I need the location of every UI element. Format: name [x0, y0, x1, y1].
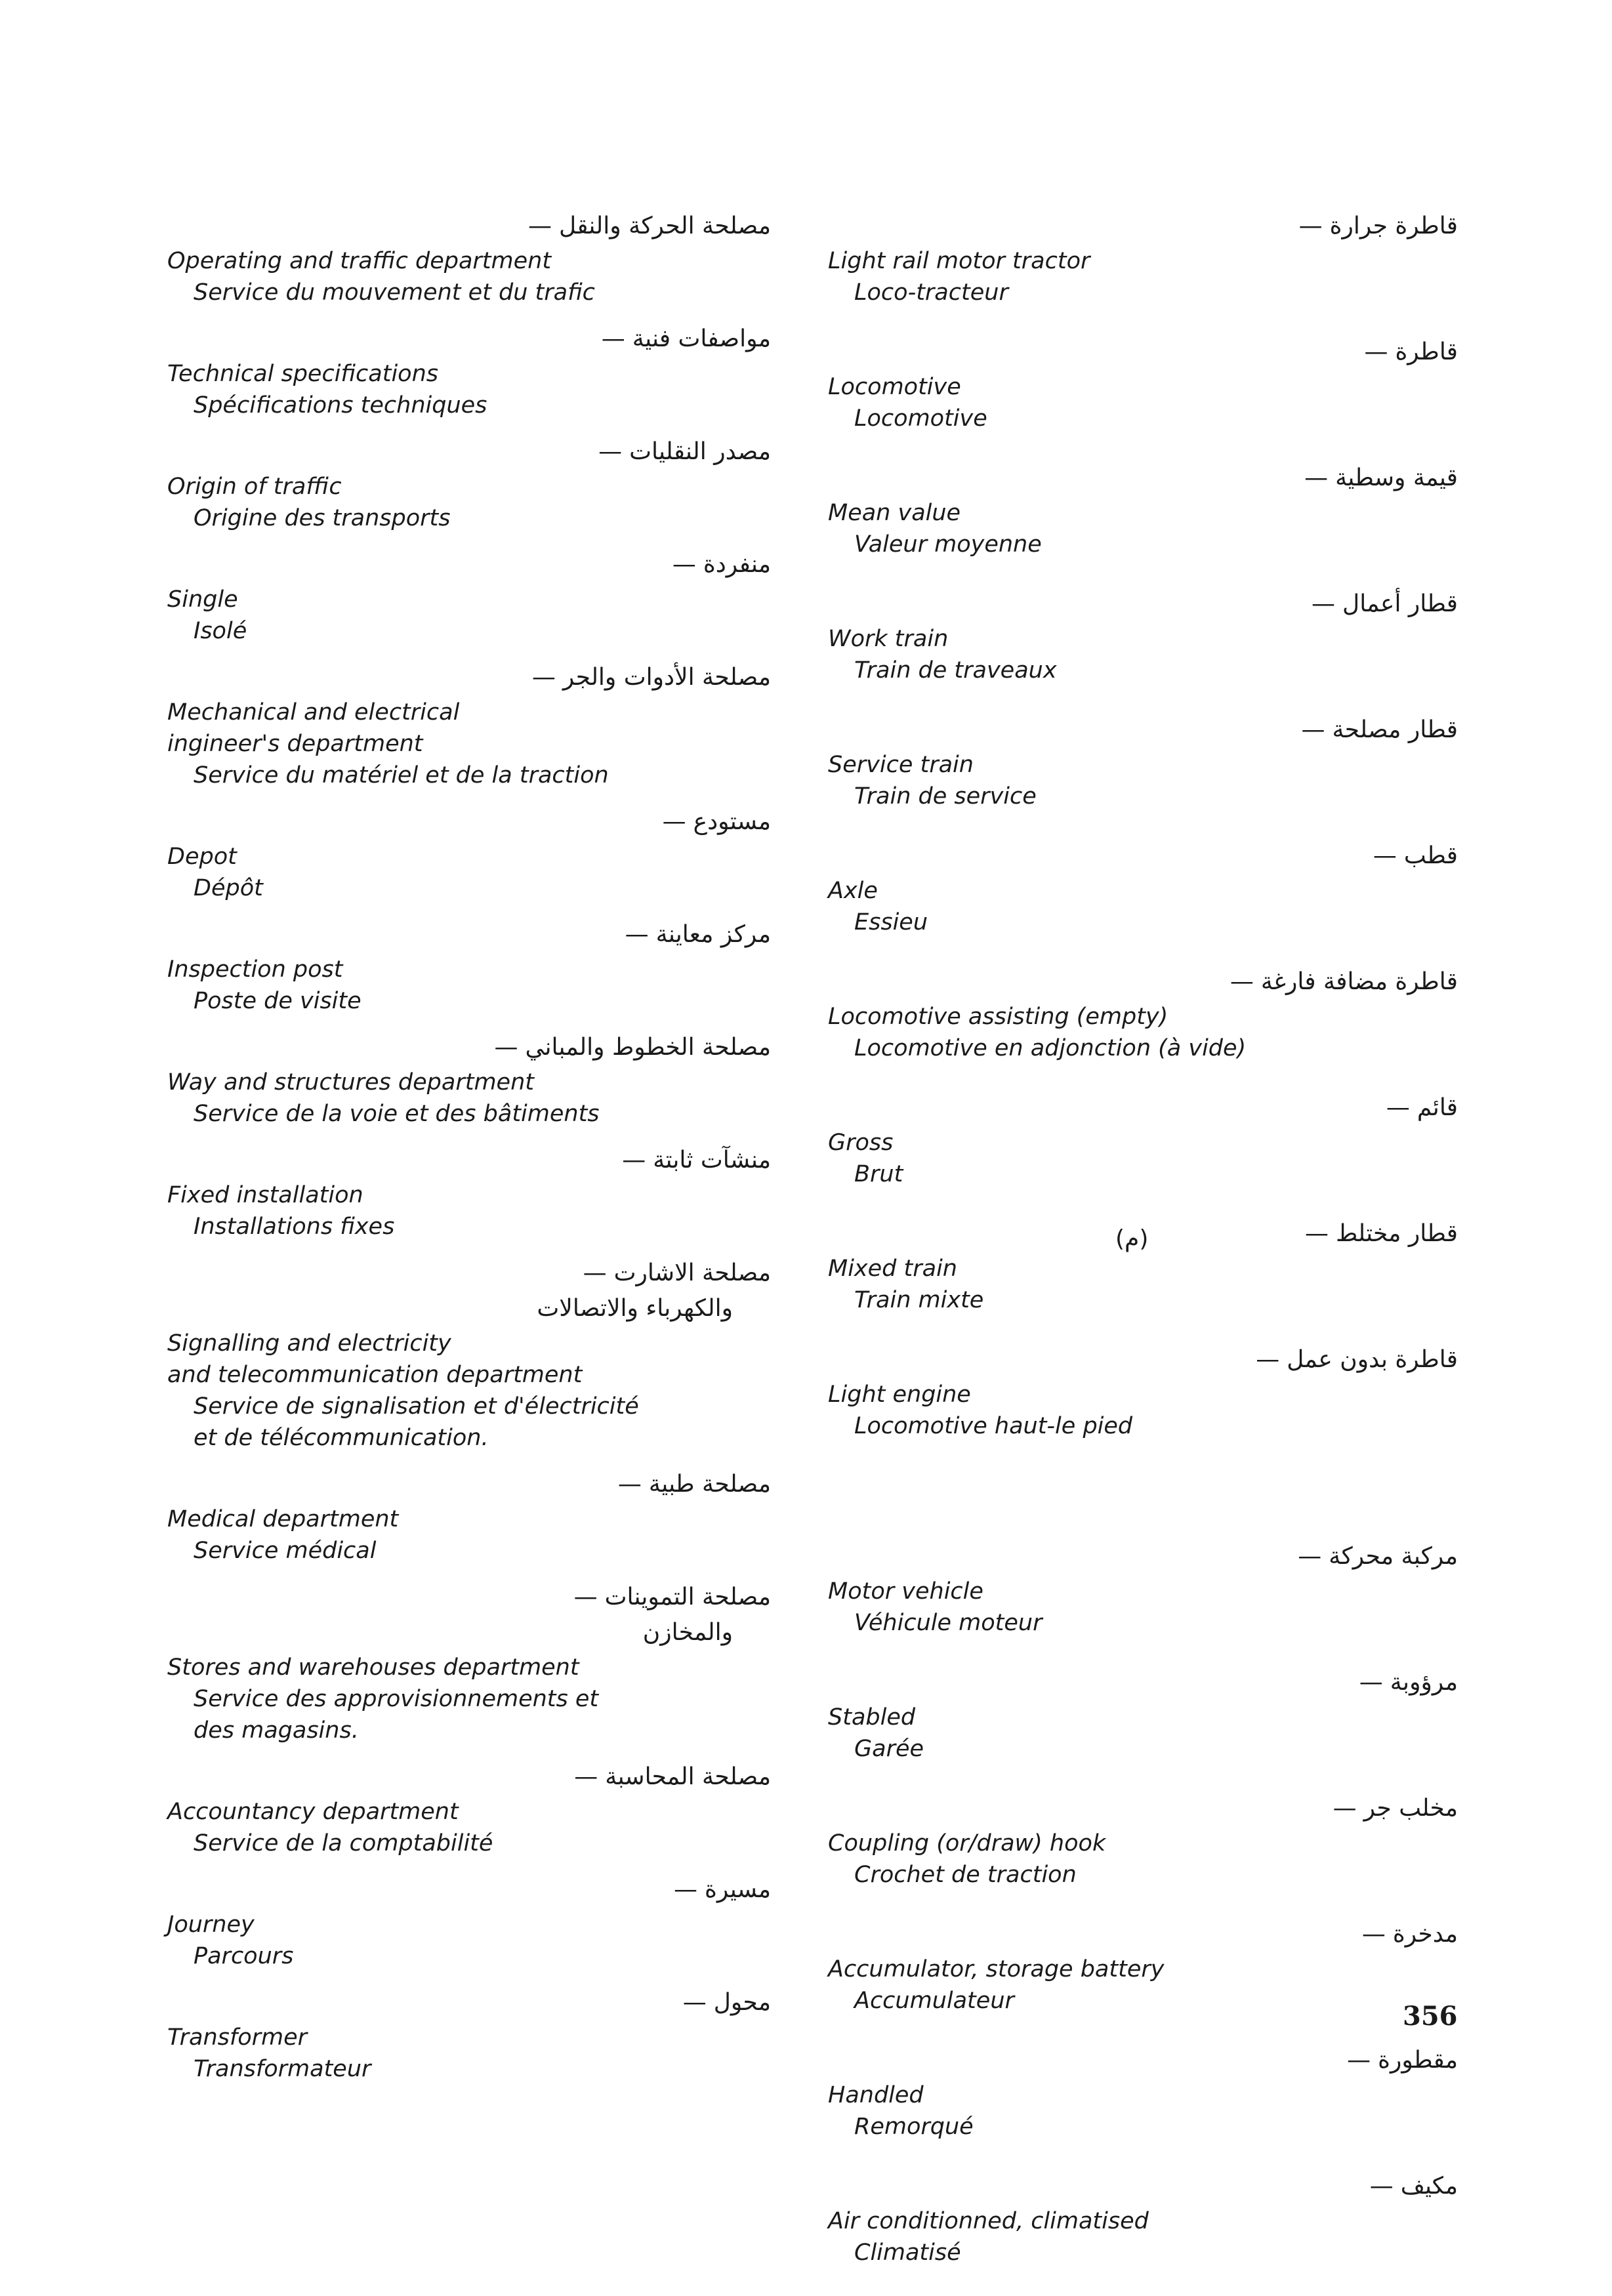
- french-term-line: Loco-tracteur: [854, 279, 1008, 306]
- english-term: [828, 1379, 1458, 1410]
- french-term: [167, 615, 771, 647]
- dash-marker: —: [622, 1147, 646, 1174]
- english-term-line: Way and structures department: [167, 1069, 534, 1096]
- arabic-term-text: مدخرة: [1392, 1921, 1458, 1948]
- french-term-line: Poste de visite: [194, 988, 362, 1014]
- arabic-term: [167, 661, 771, 694]
- french-term: [828, 277, 1458, 308]
- right-column: [828, 210, 1458, 2296]
- french-term-line: Transformateur: [194, 2056, 371, 2082]
- glossary-entry: [828, 1792, 1458, 1891]
- right-column-bottom: [828, 1540, 1458, 2268]
- glossary-entry: [828, 210, 1458, 308]
- english-term: [167, 1179, 771, 1211]
- arabic-term: [828, 1343, 1458, 1376]
- french-term-line: Service du mouvement et du trafic: [194, 279, 595, 306]
- french-term: [167, 872, 771, 904]
- arabic-term-text: مصلحة المحاسبة: [605, 1763, 771, 1790]
- english-term: [828, 749, 1458, 781]
- arabic-term: [167, 1031, 771, 1064]
- english-term-line: Fixed installation: [167, 1182, 363, 1208]
- arabic-term-text: مصلحة الحركة والنقل: [558, 213, 771, 239]
- left-column: [167, 210, 771, 2099]
- french-term-line: Origine des transports: [194, 505, 451, 531]
- english-term: [167, 584, 771, 615]
- english-term-line: Mixed train: [828, 1256, 957, 1282]
- french-term-line: et de télécommunication.: [194, 1425, 489, 1451]
- arabic-term: [167, 1144, 771, 1177]
- french-term: [167, 985, 771, 1017]
- arabic-term-text: قاطرة جرارة: [1329, 213, 1458, 239]
- english-term: [167, 1067, 771, 1098]
- french-term: [167, 390, 771, 421]
- arabic-term-text: مواصفات فنية: [632, 325, 771, 352]
- english-term-line: Motor vehicle: [828, 1578, 983, 1605]
- arabic-term-text: مرؤوبة: [1390, 1669, 1458, 1696]
- english-term: [828, 1576, 1458, 1607]
- french-term: [167, 502, 771, 534]
- arabic-term-text: مصلحة الأدوات والجر: [562, 664, 771, 691]
- english-term-line: Light engine: [828, 1382, 971, 1408]
- arabic-term: [828, 588, 1458, 621]
- french-term: [828, 1985, 1458, 2017]
- english-term: [828, 2205, 1458, 2237]
- dash-marker: —: [1304, 1220, 1329, 1247]
- glossary-entry: [167, 210, 771, 308]
- english-term-line: Handled: [828, 2082, 924, 2108]
- dash-marker: —: [1359, 1669, 1383, 1696]
- french-term-line: des magasins.: [194, 1717, 359, 1744]
- arabic-term-text: مقطورة: [1378, 2047, 1458, 2074]
- arabic-term-text: قطب: [1403, 842, 1458, 869]
- english-term: [167, 1652, 771, 1683]
- english-term-line: and telecommunication department: [167, 1362, 583, 1388]
- dash-marker: —: [527, 213, 552, 239]
- french-term: [167, 1828, 771, 1859]
- arabic-term: [167, 1257, 771, 1290]
- glossary-entry: [828, 2170, 1458, 2268]
- dash-marker: —: [1333, 1795, 1357, 1822]
- english-term: [167, 841, 771, 872]
- french-term-line: Train de service: [854, 783, 1037, 810]
- english-term: [167, 954, 771, 985]
- english-term: [167, 1504, 771, 1535]
- arabic-term-text: مصلحة طبية: [648, 1471, 771, 1498]
- english-term-line: Coupling (or/draw) hook: [828, 1830, 1106, 1856]
- glossary-entry: [828, 1918, 1458, 2017]
- french-term: [167, 760, 771, 791]
- glossary-entry: [828, 840, 1458, 938]
- english-term-line: Technical specifications: [167, 361, 438, 387]
- glossary-entry: [828, 588, 1458, 686]
- arabic-term: [167, 918, 771, 951]
- french-term: [828, 2111, 1458, 2142]
- arabic-term: [828, 966, 1458, 998]
- french-term: [828, 1158, 1458, 1190]
- arabic-term-text: قيمة وسطية: [1335, 464, 1458, 491]
- french-term: [828, 1284, 1458, 1316]
- arabic-term-text: محول: [713, 1989, 771, 2016]
- arabic-term: [828, 210, 1458, 243]
- french-term-line: Train de traveaux: [854, 657, 1057, 684]
- french-term-line: Crochet de traction: [854, 1862, 1077, 1888]
- english-term-line: Mechanical and electrical: [167, 699, 460, 726]
- english-term: [828, 371, 1458, 403]
- english-term-line: Stabled: [828, 1704, 916, 1731]
- french-term: [167, 277, 771, 308]
- french-term-line: Train mixte: [854, 1287, 984, 1313]
- arabic-term: [828, 1666, 1458, 1699]
- english-term: [167, 1328, 771, 1391]
- french-term-line: Locomotive: [854, 405, 987, 432]
- french-term-line: Locomotive en adjonction (à vide): [854, 1035, 1247, 1061]
- french-term-line: Climatisé: [854, 2240, 961, 2266]
- french-term-line: Service de la voie et des bâtiments: [194, 1101, 600, 1127]
- french-term: [167, 1391, 771, 1454]
- arabic-term-text: قطار مصلحة: [1332, 716, 1458, 743]
- french-term: [828, 529, 1458, 560]
- page-number: 356: [1403, 2001, 1458, 2032]
- french-term: [828, 907, 1458, 938]
- english-term-line: Gross: [828, 1130, 894, 1156]
- french-term-line: Service de la comptabilité: [194, 1830, 493, 1856]
- english-term-line: Journey: [167, 1912, 255, 1938]
- arabic-term: [167, 1874, 771, 1906]
- arabic-term-text: منشآت ثابتة: [653, 1147, 771, 1174]
- dash-marker: —: [1386, 1094, 1410, 1121]
- english-term: [167, 1909, 771, 1940]
- english-term: [167, 471, 771, 502]
- english-term: [828, 497, 1458, 529]
- french-term-line: Véhicule moteur: [854, 1610, 1043, 1636]
- english-term-line: Origin of traffic: [167, 474, 342, 500]
- english-term-line: Accumulator, storage battery: [828, 1956, 1165, 1982]
- french-term-line: Spécifications techniques: [194, 392, 487, 419]
- english-term-line: Light rail motor tractor: [828, 248, 1090, 274]
- english-term-line: Service train: [828, 752, 974, 778]
- glossary-entry: [828, 1092, 1458, 1190]
- glossary-entry: [167, 1144, 771, 1242]
- english-term: [167, 358, 771, 390]
- french-term: [167, 1535, 771, 1567]
- french-term: [167, 1098, 771, 1130]
- french-term: [167, 1683, 771, 1746]
- arabic-term-text: مصلحة التموينات: [604, 1584, 771, 1610]
- english-term-line: Single: [167, 586, 238, 613]
- arabic-term-text: مكيف: [1400, 2173, 1458, 2200]
- english-term-line: Axle: [828, 878, 878, 904]
- dash-marker: —: [1298, 1543, 1322, 1570]
- english-term: [167, 1796, 771, 1828]
- glossary-entry: [828, 1343, 1458, 1442]
- glossary-entry: [828, 1540, 1458, 1639]
- arabic-term: [828, 1918, 1458, 1951]
- glossary-entry: [828, 1666, 1458, 1765]
- arabic-term: [828, 840, 1458, 872]
- arabic-term-text: منفردة: [703, 551, 771, 578]
- glossary-entry: [167, 806, 771, 904]
- english-term: [828, 245, 1458, 277]
- arabic-term: [167, 1581, 771, 1614]
- arabic-term: [167, 436, 771, 468]
- dash-marker: —: [1256, 1346, 1280, 1373]
- french-term-line: Remorqué: [854, 2114, 974, 2140]
- arabic-term: [828, 336, 1458, 369]
- french-term-line: Locomotive haut-le pied: [854, 1413, 1133, 1439]
- glossary-entry: [167, 548, 771, 647]
- english-term-line: Air conditionned, climatised: [828, 2208, 1149, 2234]
- french-term: [828, 1033, 1458, 1064]
- english-term: [828, 2080, 1458, 2111]
- french-term: [828, 1410, 1458, 1442]
- english-term: [828, 1828, 1458, 1859]
- english-term: [167, 2022, 771, 2053]
- english-term: [828, 1001, 1458, 1033]
- dash-marker: —: [662, 808, 686, 835]
- english-term: [828, 875, 1458, 907]
- french-term-line: Installations fixes: [194, 1214, 395, 1240]
- dash-marker: —: [1230, 968, 1254, 995]
- french-term: [828, 2237, 1458, 2268]
- arabic-term-text: قائم: [1416, 1094, 1458, 1121]
- glossary-entry: [828, 336, 1458, 434]
- arabic-term-text: مصدر النقليات: [629, 438, 771, 465]
- english-term-line: Transformer: [167, 2024, 308, 2051]
- dash-marker: —: [682, 1989, 707, 2016]
- french-term-line: Accumulateur: [854, 1988, 1014, 2014]
- english-term: [828, 1127, 1458, 1158]
- dash-marker: —: [674, 1876, 697, 1903]
- english-term: [828, 1954, 1458, 1985]
- french-term-line: Isolé: [194, 618, 247, 644]
- glossary-entry: [828, 462, 1458, 560]
- english-term-line: Signalling and electricity: [167, 1330, 451, 1357]
- dash-marker: —: [598, 438, 623, 465]
- dash-marker: —: [574, 1763, 598, 1790]
- french-term-line: Parcours: [194, 1943, 294, 1969]
- arabic-term-text: مستودع: [693, 808, 771, 835]
- french-term-line: Service du matériel et de la traction: [194, 762, 609, 789]
- dash-marker: —: [1312, 590, 1336, 617]
- french-term: [167, 1940, 771, 1972]
- english-term-line: Mean value: [828, 500, 961, 526]
- glossary-entry: [167, 1874, 771, 1972]
- english-term-line: Operating and traffic department: [167, 248, 552, 274]
- arabic-term: [167, 1761, 771, 1794]
- english-term-line: Stores and warehouses department: [167, 1654, 579, 1681]
- glossary-entry: [167, 1581, 771, 1746]
- glossary-entry: [167, 1761, 771, 1859]
- arabic-term: [167, 806, 771, 838]
- dash-marker: —: [601, 325, 625, 352]
- english-term: [167, 697, 771, 760]
- arabic-term: [828, 462, 1458, 495]
- french-term: [828, 781, 1458, 812]
- english-term: [828, 1702, 1458, 1733]
- right-column-top: [828, 210, 1458, 1442]
- dash-marker: —: [1304, 464, 1329, 491]
- dash-marker: —: [583, 1260, 607, 1286]
- french-term-line: Dépôt: [194, 875, 263, 901]
- french-term: [828, 655, 1458, 686]
- arabic-term-text: قطار مختلط: [1335, 1220, 1458, 1247]
- english-term-line: Depot: [167, 844, 237, 870]
- dash-marker: —: [617, 1471, 642, 1498]
- arabic-term-text: مصلحة الخطوط والمباني: [525, 1034, 771, 1061]
- french-term: [828, 1607, 1458, 1639]
- english-term: [167, 245, 771, 277]
- arabic-term-text: مصلحة الاشارت: [613, 1260, 771, 1286]
- arabic-term: [828, 1092, 1458, 1124]
- arabic-term-text: مركبة محركة: [1329, 1543, 1458, 1570]
- english-term-line: ingineer's department: [167, 731, 423, 757]
- dash-marker: —: [1347, 2047, 1371, 2074]
- arabic-term: [828, 2170, 1458, 2203]
- dash-marker: —: [1373, 842, 1397, 869]
- dash-marker: —: [531, 664, 556, 691]
- arabic-term: [828, 714, 1458, 747]
- dash-marker: —: [573, 1584, 598, 1610]
- french-term-line: Garée: [854, 1736, 924, 1762]
- english-term-line: Accountancy department: [167, 1799, 459, 1825]
- arabic-term-text: مركز معاينة: [655, 921, 771, 948]
- dash-marker: —: [1369, 2173, 1394, 2200]
- english-term: [828, 1253, 1458, 1284]
- english-term-line: Medical department: [167, 1506, 399, 1532]
- arabic-term: [828, 1792, 1458, 1825]
- arabic-term-text: قاطرة مضافة فارغة: [1260, 968, 1458, 995]
- glossary-entry: [167, 918, 771, 1017]
- glossary-entry: [167, 323, 771, 421]
- dash-marker: —: [1298, 213, 1323, 239]
- arabic-term: [167, 548, 771, 581]
- french-term: [828, 1733, 1458, 1765]
- arabic-term-continued: والكهرباء والاتصالات: [537, 1295, 733, 1322]
- glossary-entry: [828, 966, 1458, 1064]
- glossary-entry: [828, 2044, 1458, 2142]
- french-term: [167, 1211, 771, 1242]
- dash-marker: —: [625, 921, 649, 948]
- glossary-entry: [167, 436, 771, 534]
- english-term-line: Inspection post: [167, 956, 343, 983]
- dash-marker: —: [1301, 716, 1325, 743]
- glossary-entry: [167, 1468, 771, 1567]
- french-term: [167, 2053, 771, 2085]
- glossary-entry: [167, 1031, 771, 1130]
- french-term: [828, 403, 1458, 434]
- arabic-term-text: مسيرة: [705, 1876, 771, 1903]
- dash-marker: —: [1361, 1921, 1386, 1948]
- arabic-term: [167, 1468, 771, 1501]
- dash-marker: —: [494, 1034, 518, 1061]
- arabic-term: [828, 2044, 1458, 2077]
- section-letter: (م): [1115, 1225, 1149, 1252]
- arabic-term-text: قطار أعمال: [1342, 590, 1458, 617]
- glossary-entry: [167, 1257, 771, 1454]
- english-term-line: Locomotive: [828, 374, 961, 400]
- arabic-term-text: قاطرة: [1395, 338, 1458, 365]
- dash-marker: —: [672, 551, 696, 578]
- arabic-term-text: قاطرة بدون عمل: [1287, 1346, 1458, 1373]
- french-term-line: Service des approvisionnements et: [194, 1686, 599, 1712]
- english-term: [828, 623, 1458, 655]
- arabic-term: [167, 210, 771, 243]
- english-term-line: Work train: [828, 626, 949, 652]
- dash-marker: —: [1364, 338, 1388, 365]
- glossary-entry: [167, 1986, 771, 2085]
- french-term-line: Service médical: [194, 1538, 377, 1564]
- english-term-line: Locomotive assisting (empty): [828, 1004, 1168, 1030]
- arabic-term-text: مخلب جر: [1363, 1795, 1458, 1822]
- arabic-term: [167, 323, 771, 356]
- arabic-term: [828, 1540, 1458, 1573]
- glossary-entry: [828, 714, 1458, 812]
- french-term-line: Valeur moyenne: [854, 531, 1042, 558]
- glossary-entry: [167, 661, 771, 791]
- french-term: [828, 1859, 1458, 1891]
- french-term-line: Service de signalisation et d'électricité: [194, 1393, 639, 1420]
- french-term-line: Essieu: [854, 909, 928, 935]
- arabic-term: [167, 1986, 771, 2019]
- arabic-term-continued: والمخازن: [642, 1619, 733, 1646]
- french-term-line: Brut: [854, 1161, 903, 1187]
